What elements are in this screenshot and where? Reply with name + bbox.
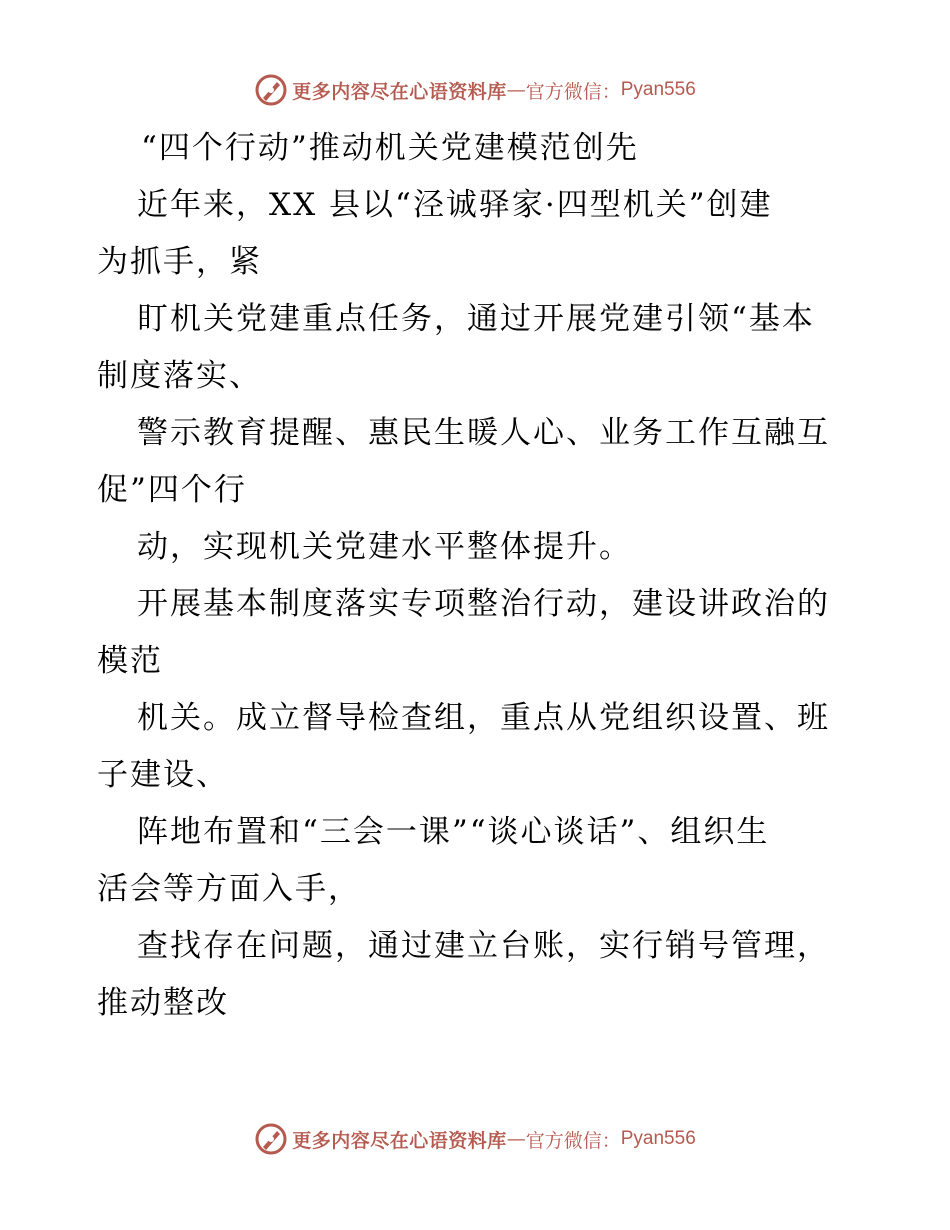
watermark-label: 官方微信： xyxy=(525,80,621,103)
text-line: 推动整改 xyxy=(97,985,229,1021)
text-line: 近年来，XX 县以“泾诚驿家·四型机关”创建 xyxy=(137,187,773,223)
text-line: 模范 xyxy=(97,643,163,679)
watermark-separator: — xyxy=(506,79,526,101)
text-line: 动，实现机关党建水平整体提升。 xyxy=(137,529,632,565)
document-body xyxy=(97,120,857,1032)
text-line: 制度落实、 xyxy=(97,358,262,394)
pen-logo-icon xyxy=(254,73,288,107)
text-line: 子建设、 xyxy=(97,757,229,793)
watermark-text: 更多内容尽在心语资料库 xyxy=(292,1129,507,1152)
header-watermark xyxy=(0,68,950,112)
watermark-label: 官方微信： xyxy=(525,1129,621,1152)
text-line: 为抓手，紧 xyxy=(97,244,262,280)
text-line: 查找存在问题，通过建立台账，实行销号管理， xyxy=(137,928,830,964)
text-line: 促”四个行 xyxy=(97,472,247,508)
text-line: 开展基本制度落实专项整治行动，建设讲政治的 xyxy=(137,586,830,622)
watermark-text: 更多内容尽在心语资料库 xyxy=(292,80,507,103)
text-line: 警示教育提醒、惠民生暖人心、业务工作互融互 xyxy=(137,415,830,451)
footer-watermark xyxy=(0,1117,950,1161)
document-title: “四个行动”推动机关党建模范创先 xyxy=(141,130,639,166)
watermark-id: Pyan556 xyxy=(620,79,696,100)
text-line: 阵地布置和“三会一课”“谈心谈话”、组织生 xyxy=(137,814,770,850)
text-line: 活会等方面入手， xyxy=(97,871,361,907)
pen-logo-icon xyxy=(254,1122,288,1156)
watermark-id: Pyan556 xyxy=(620,1128,696,1149)
watermark-separator: — xyxy=(506,1128,526,1150)
text-line: 机关。成立督导检查组，重点从党组织设置、班 xyxy=(137,700,830,736)
text-line: 盯机关党建重点任务，通过开展党建引领“基本 xyxy=(137,301,815,337)
